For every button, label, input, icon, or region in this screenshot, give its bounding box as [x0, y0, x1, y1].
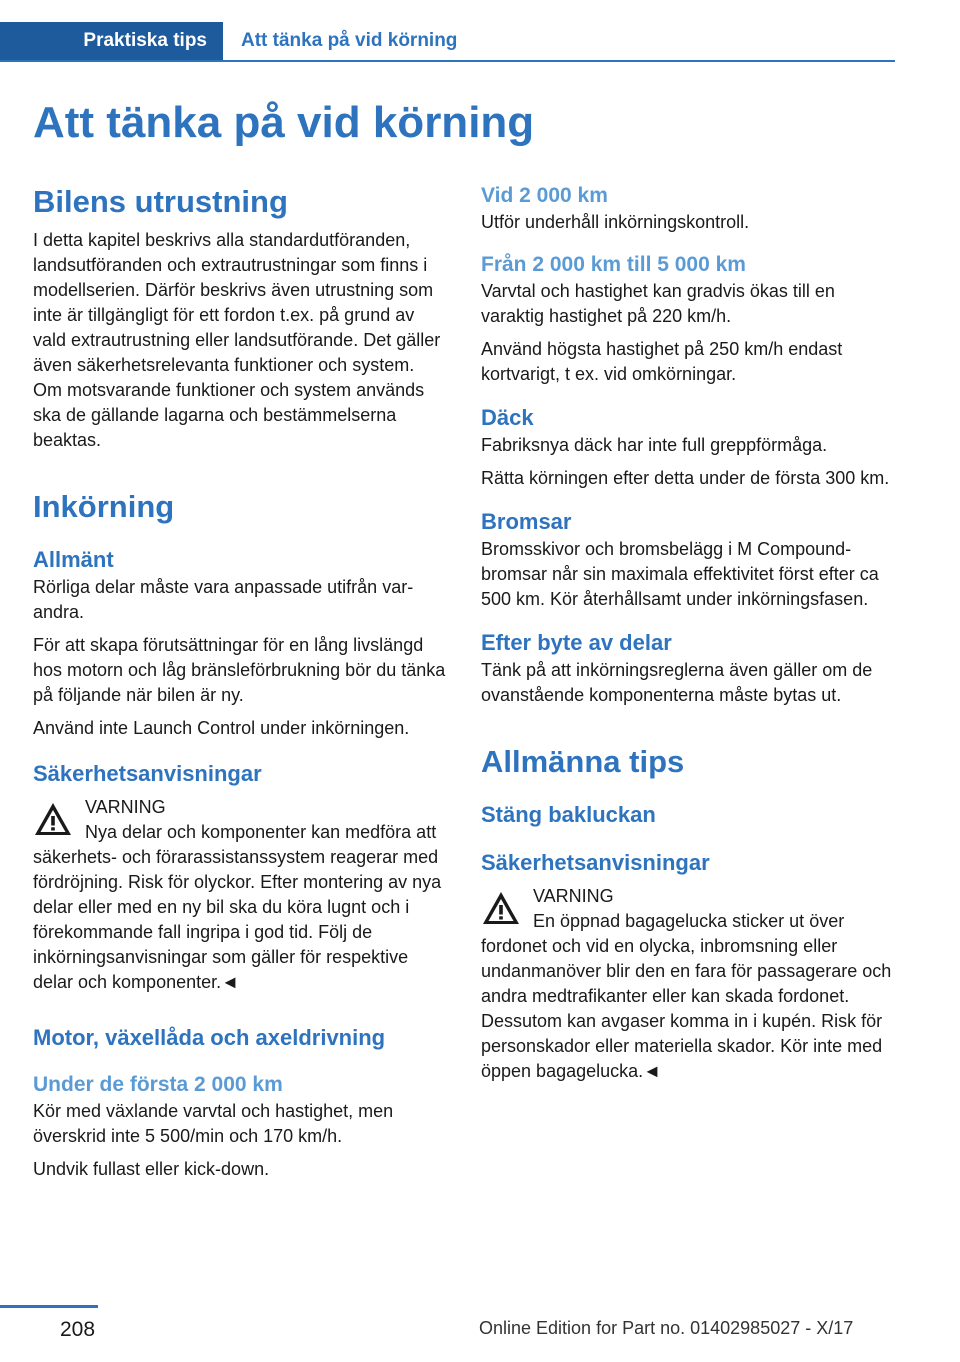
warning-label: VARNING [85, 797, 166, 817]
heading-bromsar: Bromsar [481, 509, 572, 534]
heading-sakerhetsanvisningar-2: Säkerhetsanvisningar [481, 850, 710, 875]
heading-vid-2000: Vid 2 000 km [481, 184, 608, 207]
page-number: 208 [60, 1318, 96, 1341]
paragraph-dack-1: Fabriksnya däck har inte full greppförmåga. [481, 435, 828, 455]
warning-triangle-icon [33, 801, 73, 837]
tab-att-tanka[interactable]: Att tänka på vid körning [241, 30, 458, 51]
page-title: Att tänka på vid körning [33, 98, 535, 147]
heading-dack: Däck [481, 405, 534, 430]
paragraph-bilens: I detta kapitel beskrivs alla standardutföranden, landsutföranden och extrautrustningar som finns i modellserien. Därför beskrivs även utrustning som inte är tillgängligt för ett fordon t.ex. på grund av vald extrautrustning eller landsutförande. Det gäller även säkerhetsrelevanta funktioner och system. Om motsvarande funktioner och system används ska de gällande lagarna och bestämmelserna beaktas. [33, 230, 441, 450]
tab-praktiska-tips[interactable]: Praktiska tips [0, 22, 223, 60]
paragraph-fran-2: Använd högsta hastighet på 250 km/h endast kortvarigt, t ex. vid omkörningar. [481, 339, 843, 384]
paragraph-allmant-2: För att skapa förutsättningar för en lång livslängd hos motorn och låg bränsleförbrukning bör du tänka på följande när bilen är ny. [33, 635, 446, 705]
warning-text [33, 820, 447, 995]
right-column [481, 182, 895, 1084]
paragraph-fran-1: Varvtal och hastighet kan gradvis ökas till en varaktig hastighet på 220 km/h. [481, 281, 835, 326]
heading-bilens-utrustning: Bilens utrustning [33, 184, 288, 219]
warning-label-2: VARNING [533, 886, 614, 906]
header-divider [0, 60, 895, 62]
heading-fran-2000: Från 2 000 km till 5 000 km [481, 253, 746, 276]
paragraph-allmant-3: Använd inte Launch Control under inkörningen. [33, 718, 410, 738]
heading-stang-bakluckan: Stäng bakluckan [481, 802, 656, 827]
heading-sakerhetsanvisningar: Säkerhetsanvisningar [33, 761, 262, 786]
heading-inkorning: Inkörning [33, 489, 175, 524]
heading-motor: Motor, växellåda och axeldrivning [33, 1025, 386, 1050]
paragraph-under-1: Kör med växlande varvtal och hastighet, men överskrid inte 5 500/min och 170 km/h. [33, 1101, 394, 1146]
paragraph-dack-2: Rätta körningen efter detta under de första 300 km. [481, 468, 890, 488]
footer-edition: Online Edition for Part no. 01402985027 - X/17 [479, 1318, 854, 1338]
warning-block-2 [481, 884, 895, 1084]
paragraph-efter-byte: Tänk på att inkörningsreglerna även gäller om de ovanstående komponenterna måste bytas ut. [481, 660, 873, 705]
warning-text-2 [481, 909, 895, 1084]
warning-body: Nya delar och komponenter kan medföra att säkerhets- och förarassistanssystem reagerar med fördröjning. Risk för olyckor. Efter montering av nya delar eller med en ny bil ska du köra lugnt och i förekommande fall ingripa i god tid. Följ de inkörningsanvisningar som gäller för respektive delar och komponenter.◄ [33, 822, 442, 992]
heading-allmanna-tips: Allmänna tips [481, 744, 685, 779]
paragraph-allmant-1: Rörliga delar måste vara anpassade utifrån varandra. [33, 577, 414, 622]
warning-triangle-icon [481, 890, 521, 926]
left-column [33, 182, 447, 1190]
paragraph-bromsar: Bromsskivor och bromsbelägg i M Compound-bromsar når sin maximala effektivitet först efter ca 500 km. Kör återhållsamt under inkörningsfasen. [481, 539, 879, 609]
header-tabbar [0, 22, 895, 62]
paragraph-under-2: Undvik fullast eller kick-down. [33, 1159, 270, 1179]
footer-divider [0, 1305, 98, 1308]
warning-block [33, 795, 447, 995]
paragraph-vid-2000: Utför underhåll inkörningskontroll. [481, 212, 750, 232]
heading-under-2000: Under de första 2 000 km [33, 1073, 283, 1096]
warning-body-2: En öppnad bagagelucka sticker ut över fordonet och vid en olycka, inbromsning eller undanmanöver blir den en fara för passagerare och andra medtrafikanter eller kan skada fordonet. Dessutom kan avgaser komma in i kupén. Risk för personskador eller materiella skador. Kör inte med öppen bagagelucka.◄ [481, 911, 892, 1081]
heading-efter-byte: Efter byte av delar [481, 630, 672, 655]
heading-allmant: Allmänt [33, 547, 114, 572]
